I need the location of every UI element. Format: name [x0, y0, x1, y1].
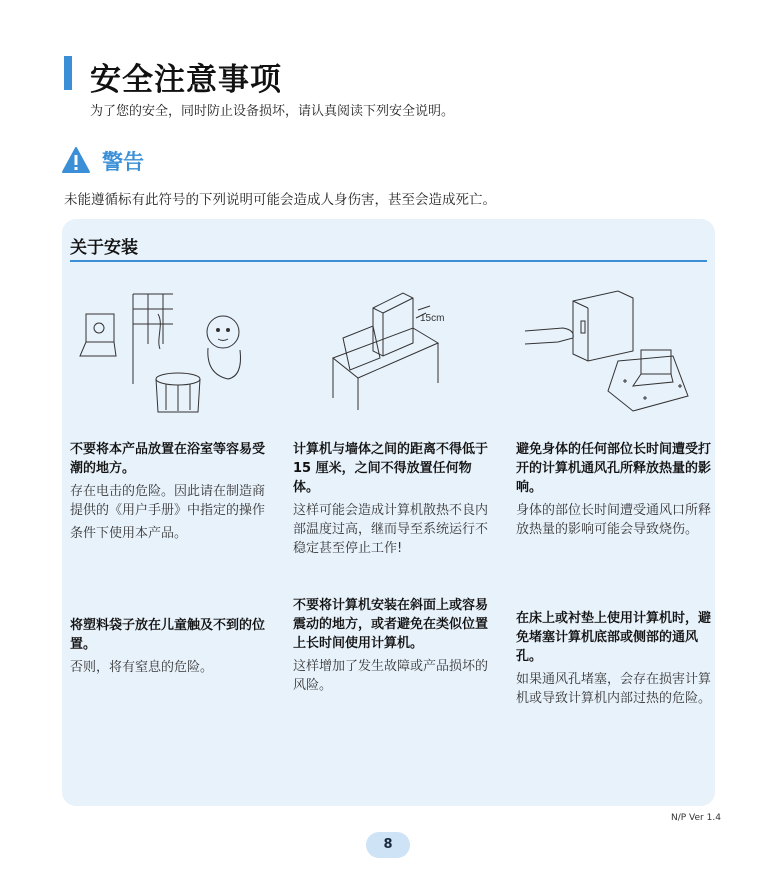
- page-title: 安全注意事项: [90, 62, 282, 98]
- item-body: 如果通风孔堵塞，会存在损害计算机或导致计算机内部过热的危险。: [516, 672, 712, 706]
- warning-title: 警告: [102, 150, 144, 174]
- item-heading: 将塑料袋子放在儿童触及不到的位置。: [70, 618, 266, 652]
- warning-icon: [61, 146, 91, 174]
- section-title: 关于安装: [70, 238, 138, 258]
- item-body: 存在电击的危险。因此请在制造商提供的《用户手册》中指定的操作: [70, 484, 266, 518]
- version-label: N/P Ver 1.4: [671, 813, 721, 823]
- item-body-continued: 条件下使用本产品。: [70, 526, 188, 541]
- warning-description: 未能遵循标有此符号的下列说明可能会造成人身伤害，甚至会造成死亡。: [64, 192, 496, 208]
- bathroom-laptop-illustration: [78, 284, 248, 414]
- install-item-3: [516, 440, 716, 539]
- wall-clearance-illustration: [318, 288, 468, 413]
- page-subtitle: 为了您的安全，同时防止设备损坏，请认真阅读下列安全说明。: [90, 104, 455, 119]
- title-accent-bar: [64, 56, 72, 90]
- item-heading: 避免身体的任何部位长时间遭受打开的计算机通风孔所释放热量的影响。: [516, 442, 712, 495]
- item-heading: 计算机与墙体之间的距离不得低于 15 厘米，之间不得放置任何物体。: [293, 442, 489, 495]
- item-body: 这样可能会造成计算机散热不良内部温度过高，继而导至系统运行不稳定甚至停止工作!: [293, 503, 489, 556]
- item-heading: 不要将计算机安装在斜面上或容易震动的地方，或者避免在类似位置上长时间使用计算机。: [293, 598, 489, 651]
- section-divider: [70, 260, 707, 262]
- item-body: 这样增加了发生故障或产品损坏的风险。: [293, 659, 489, 693]
- install-item-4: [70, 616, 270, 677]
- install-item-2: [293, 440, 493, 558]
- install-item-5: [293, 596, 493, 695]
- page-number: 8: [366, 832, 410, 858]
- item-heading: 不要将本产品放置在浴室等容易受潮的地方。: [70, 442, 266, 476]
- vent-heat-illustration: [523, 286, 698, 416]
- install-item-6: [516, 609, 716, 708]
- item-body: 否则，将有窒息的危险。: [70, 660, 214, 675]
- item-heading: 在床上或衬垫上使用计算机时，避免堵塞计算机底部或侧部的通风孔。: [516, 611, 712, 664]
- clearance-label: 15cm: [420, 313, 445, 324]
- item-body: 身体的部位长时间遭受通风口所释放热量的影响可能会导致烧伤。: [516, 503, 712, 537]
- install-item-1: [70, 440, 270, 543]
